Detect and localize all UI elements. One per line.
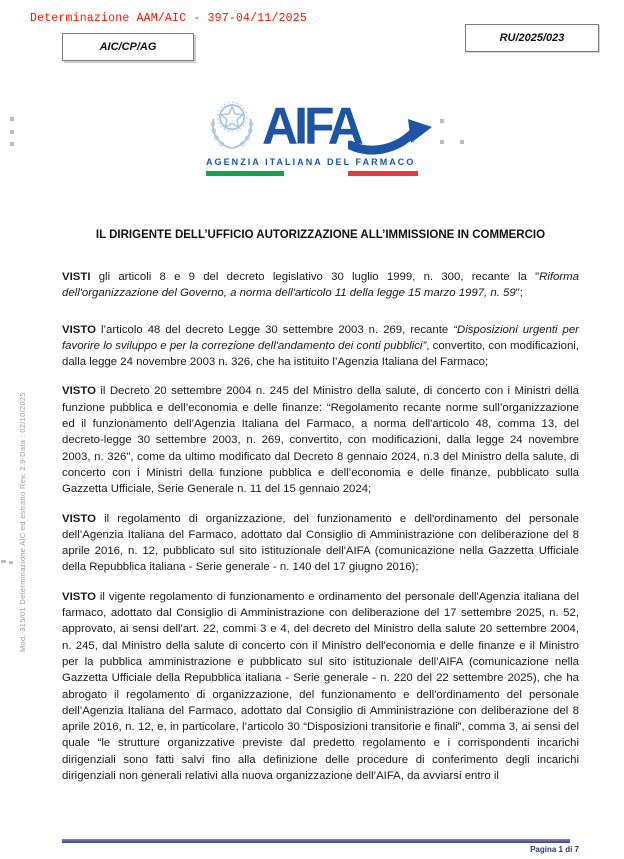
- aifa-logo: [206, 92, 418, 176]
- paragraph-segment: VISTO: [62, 512, 96, 525]
- aifa-logo-row: [206, 92, 418, 154]
- document-paragraph: [62, 511, 579, 576]
- paragraph-segment: il Decreto 20 settembre 2004 n. 245 del Ministro della salute, di concerto con i Ministri della funzione pubblica e dell’economia e delle finanze: “Regolamento recante norme sull’organizzazione ed il funzionamento dell’Agenzia Italiana del Farmaco, a norma dell'articolo 48, comma 13, del decreto-legge 30 settembre 2003, n. 269, convertito, con modificazioni, dalla legge 24 novembre 2003, n. 326", come da ultimo modificato dal Decreto 8 gennaio 2024, n.3 del Ministro della salute, di concerto con i Ministri della funzione pubblica e dell’economia e delle finanze, pubblicato sulla Gazzetta Ufficiale, Serie Generale n. 11 del 15 gennaio 2024;: [62, 385, 579, 496]
- paragraph-segment: VISTO: [62, 590, 96, 603]
- document-body: [62, 269, 579, 797]
- paragraph-segment: il vigente regolamento di funzionamento e ordinamento del personale dell'Agenzia italiana del farmaco, adottato dal Consiglio di Amministrazione con deliberazione del 17 settembre 2025, n. 52, approvato, ai sensi dell'art. 22, commi 3 e 4, del decreto del Ministro della salute 20 settembre 2004, n. 245, dal Ministro della salute di concerto con il Ministro dell'economia e delle finanze e il Ministro per la pubblica amministrazione e pubblicato sul sito istituzionale dell’AIFA (comunicazione nella Gazzetta Ufficiale della Repubblica italiana - Serie generale - n. 220 del 22 settembre 2025), che ha abrogato il regolamento di organizzazione, del funzionamento e dell'ordinamento del personale dell’Agenzia Italiana del Farmaco, adottato dal Consiglio di Amministrazione con deliberazione del 8 aprile 2016, n. 12, e, in particolare, l’articolo 30 “Disposizioni transitorie e finali”, comma 3, ai sensi del quale “le strutture organizzative previste dal predetto regolamento e i corrispondenti incarichi dirigenziali sono fatti salvi fino alla definizione delle procedure di conferimento degli incarichi dirigenziali non generali relativi alla nuova organizzazione dell’AIFA, da avviarsi entro il: [62, 590, 579, 783]
- paragraph-segment: l’articolo 48 del decreto Legge 30 settembre 2003 n. 269, recante: [95, 323, 454, 336]
- paragraph-segment: VISTO: [62, 385, 96, 398]
- registry-code-label: RU/2025/023: [499, 32, 565, 44]
- paragraph-segment: gli articoli 8 e 9 del decreto legislativo 30 luglio 1999, n. 300, recante la ": [90, 271, 540, 283]
- aifa-wordmark: AIFA: [262, 96, 360, 156]
- paragraph-segment: VISTI: [62, 271, 91, 283]
- determination-reference: Determinazione AAM/AIC - 397-04/11/2025: [30, 12, 307, 25]
- scan-artifact-dot: [10, 142, 14, 146]
- paragraph-segment: “Disposizioni urgenti per favorire lo sviluppo e per la correzione dell'andamento dei conti pubblici”: [62, 323, 579, 352]
- margin-note: Mod. 315/01 Determinazione AIC ed estratto Rev. 2.9 Data : 02/10/2025: [18, 392, 27, 652]
- document-paragraph: [62, 383, 579, 497]
- italy-emblem-icon: [206, 94, 258, 154]
- footer-rule: [62, 839, 570, 843]
- paragraph-segment: , convertito, con modificazioni, dalla legge 24 novembre 2003 n. 326, che ha istituito l’Agenzia Italiana del Farmaco;: [62, 339, 580, 369]
- document-paragraph: [62, 322, 579, 371]
- document-heading: IL DIRIGENTE DELL’UFFICIO AUTORIZZAZIONE ALL’IMMISSIONE IN COMMERCIO: [95, 229, 546, 241]
- paragraph-segment: il regolamento di organizzazione, del funzionamento e dell'ordinamento del personale dell’Agenzia Italiana del Farmaco, adottato dal Consiglio di Amministrazione con deliberazione del 8 aprile 2016, n. 12, pubblicato sul sito istituzionale dell'AIFA (comunicazione nella Gazzetta Ufficiale della Repubblica italiana - Serie generale - n. 140 del 17 giugno 2016);: [62, 512, 579, 574]
- paragraph-segment: ";: [515, 287, 523, 300]
- aifa-arrow-icon: [348, 112, 432, 156]
- italian-flag-bars: [206, 171, 418, 176]
- scan-artifact-dot: [1, 560, 6, 563]
- registry-code-box: [465, 24, 599, 52]
- scan-artifact-dot: [10, 130, 14, 134]
- scan-artifact-dot: [460, 140, 464, 144]
- scan-artifact-dot: [10, 117, 14, 121]
- office-code-label: AIC/CP/AG: [99, 41, 157, 53]
- document-paragraph: [62, 269, 579, 302]
- flag-red-bar: [348, 171, 418, 176]
- aifa-logo-subtitle: AGENZIA ITALIANA DEL FARMACO: [206, 157, 416, 167]
- aifa-wordmark-wrap: [262, 92, 418, 154]
- scan-artifact-dot: [440, 140, 444, 144]
- scan-artifact-dot: [440, 119, 444, 123]
- scan-artifact-dot: [9, 561, 13, 564]
- paragraph-segment: VISTO: [62, 323, 96, 336]
- page-number: Pagina 1 di 7: [530, 845, 579, 854]
- paragraph-segment: Riforma dell'organizzazione del Governo, a norma dell'articolo 11 della legge 15 marzo 1997, n. 59: [62, 271, 579, 300]
- document-paragraph: [62, 589, 579, 785]
- flag-green-bar: [206, 171, 284, 176]
- office-code-box: [62, 33, 194, 61]
